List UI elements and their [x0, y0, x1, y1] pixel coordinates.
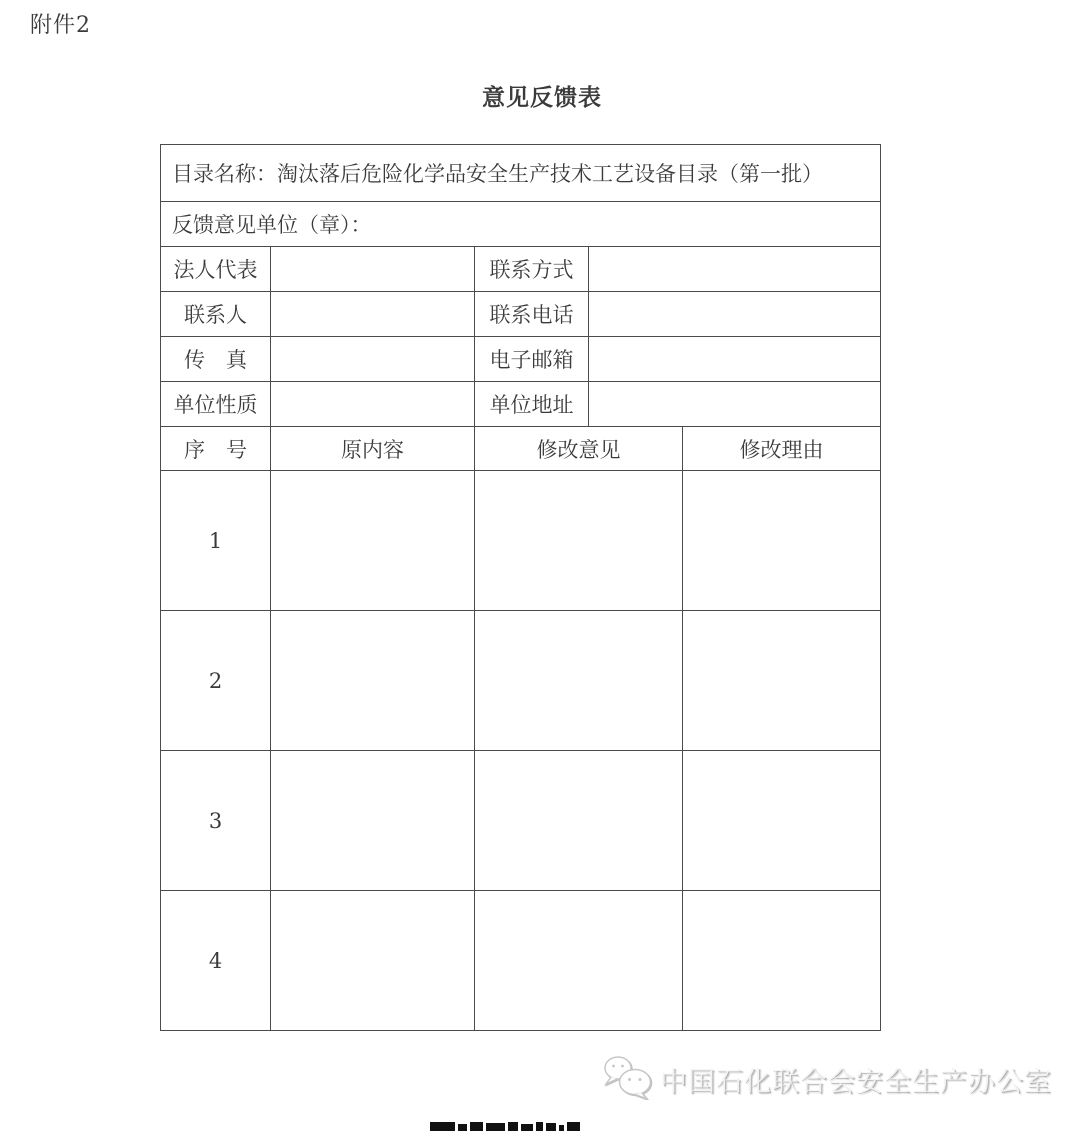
empty-cell-reason: [683, 891, 881, 1031]
field-label-unit-type: 单位性质: [161, 382, 271, 427]
item-number: 4: [161, 891, 271, 1031]
field-value-contact-person: [271, 292, 475, 337]
items-header-row: [161, 427, 881, 471]
field-label-contact-person: 联系人: [161, 292, 271, 337]
field-value-phone: [589, 292, 881, 337]
contact-row-unit-type: [161, 382, 881, 427]
empty-cell-suggestion: [475, 611, 683, 751]
field-label-phone: 联系电话: [475, 292, 589, 337]
watermark: [603, 1055, 1052, 1103]
wechat-logo-icon: [603, 1055, 653, 1103]
feedback-unit-row: [161, 202, 881, 247]
field-label-legal-rep: 法人代表: [161, 247, 271, 292]
item-row-1: [161, 471, 881, 611]
empty-cell-original: [271, 751, 475, 891]
page-title: 意见反馈表: [482, 84, 602, 111]
field-value-unit-type: [271, 382, 475, 427]
empty-cell-reason: [683, 611, 881, 751]
header-cell-number: 序 号: [161, 427, 271, 471]
header-cell-reason: 修改理由: [683, 427, 881, 471]
field-label-contact-method: 联系方式: [475, 247, 589, 292]
item-row-3: [161, 751, 881, 891]
field-label-email: 电子邮箱: [475, 337, 589, 382]
empty-cell-reason: [683, 751, 881, 891]
field-value-contact-method: [589, 247, 881, 292]
field-value-email: [589, 337, 881, 382]
field-label-unit-address: 单位地址: [475, 382, 589, 427]
empty-cell-suggestion: [475, 751, 683, 891]
item-number: 2: [161, 611, 271, 751]
empty-cell-original: [271, 891, 475, 1031]
header-cell-suggestion: 修改意见: [475, 427, 683, 471]
contact-row-fax: [161, 337, 881, 382]
header-cell-original: 原内容: [271, 427, 475, 471]
empty-cell-suggestion: [475, 891, 683, 1031]
feedback-unit-cell: 反馈意见单位（章）：: [161, 202, 881, 247]
watermark-text: 中国石化联合会安全生产办公室: [660, 1066, 1052, 1098]
contact-row-legal-rep: [161, 247, 881, 292]
catalog-name-cell: 目录名称：淘汰落后危险化学品安全生产技术工艺设备目录（第一批）: [161, 145, 881, 202]
item-row-2: [161, 611, 881, 751]
contact-row-contact-person: [161, 292, 881, 337]
attachment-label: 附件2: [30, 13, 91, 38]
field-label-fax: 传 真: [161, 337, 271, 382]
field-value-fax: [271, 337, 475, 382]
feedback-form-table: [160, 144, 881, 1031]
empty-cell-suggestion: [475, 471, 683, 611]
item-number: 3: [161, 751, 271, 891]
field-value-unit-address: [589, 382, 881, 427]
field-value-legal-rep: [271, 247, 475, 292]
cutoff-glyphs: [430, 1121, 580, 1131]
empty-cell-original: [271, 611, 475, 751]
empty-cell-original: [271, 471, 475, 611]
item-row-4: [161, 891, 881, 1031]
item-number: 1: [161, 471, 271, 611]
catalog-name-row: [161, 145, 881, 202]
empty-cell-reason: [683, 471, 881, 611]
